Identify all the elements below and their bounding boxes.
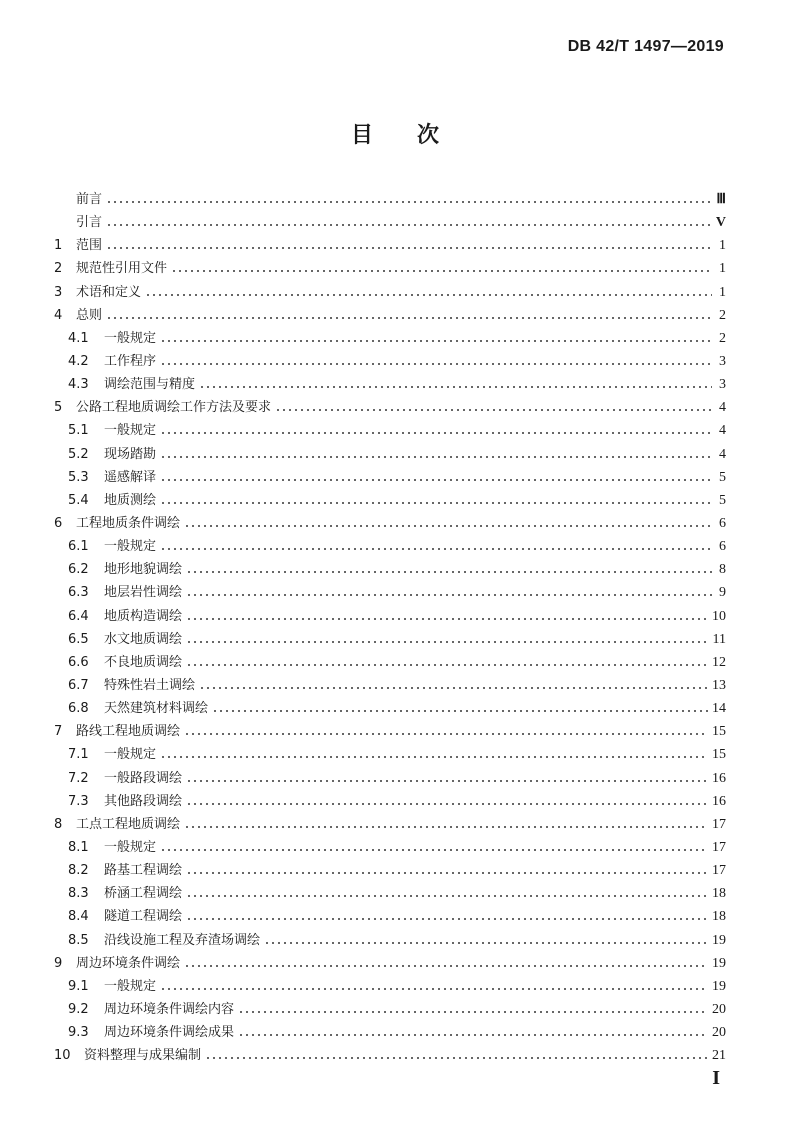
toc-leader-dots: [184, 733, 708, 735]
toc-entry[interactable]: [54, 581, 726, 604]
toc-entry[interactable]: [54, 373, 726, 396]
toc-entry[interactable]: [54, 998, 726, 1021]
toc-entry-label: 一般路段调绘: [104, 770, 183, 786]
toc-leader-dots: [160, 340, 712, 342]
toc-entry-number: 3: [54, 284, 63, 300]
toc-entry[interactable]: [54, 281, 726, 304]
toc-entry-page: 15: [712, 747, 726, 763]
toc-entry-label: 一般规定: [104, 423, 157, 439]
toc-entry-number: 6.3: [68, 585, 89, 601]
toc-entry-page: 12: [712, 654, 726, 670]
toc-entry-number: 6.1: [68, 539, 89, 555]
toc-entry-number: 5.2: [68, 446, 89, 462]
toc-entry-page: 2: [719, 330, 726, 346]
toc-entry[interactable]: [54, 211, 726, 234]
toc-entry-label: 总则: [76, 307, 103, 323]
toc-entry[interactable]: [54, 674, 726, 697]
toc-entry[interactable]: [54, 1044, 726, 1067]
toc-leader-dots: [205, 1057, 708, 1059]
toc-entry[interactable]: [54, 975, 726, 998]
toc-leader-dots: [186, 618, 708, 620]
toc-entry-page: 5: [719, 492, 726, 508]
toc-leader-dots: [199, 386, 712, 388]
toc-entry-number: 6: [54, 516, 63, 532]
toc-entry-label: 工程地质条件调绘: [76, 516, 181, 532]
toc-entry-label: 工作程序: [104, 354, 157, 370]
toc-entry-page: 1: [719, 261, 726, 277]
toc-entry-page: 3: [719, 377, 726, 393]
toc-entry[interactable]: [54, 257, 726, 280]
page-title-char-2: 次: [417, 123, 440, 148]
toc-leader-dots: [186, 571, 712, 573]
toc-entry-number: 8.1: [68, 840, 89, 855]
toc-entry[interactable]: [54, 512, 726, 535]
toc-entry-label: 地形地貌调绘: [104, 562, 183, 578]
toc-entry-page: 4: [719, 423, 726, 439]
toc-entry-number: 4.1: [68, 330, 89, 346]
toc-entry-number: 9: [54, 955, 63, 971]
toc-leader-dots: [184, 965, 708, 967]
toc-entry-label: 调绘范围与精度: [104, 377, 196, 393]
toc-entry-page: 17: [712, 863, 726, 879]
toc-entry-number: 8.4: [68, 909, 89, 925]
toc-entry-page: 15: [712, 724, 726, 740]
toc-leader-dots: [160, 456, 712, 458]
toc-entry-page: 16: [712, 770, 726, 786]
toc-entry-number: 10: [54, 1048, 71, 1064]
toc-entry-number: 6.5: [68, 631, 89, 647]
toc-entry-label: 周边环境条件调绘成果: [104, 1025, 235, 1041]
toc-entry-label: 一般规定: [104, 978, 157, 994]
toc-leader-dots: [160, 548, 712, 550]
toc-leader-dots: [106, 224, 712, 226]
toc-entry-page: 4: [719, 446, 726, 462]
toc-entry[interactable]: [54, 350, 726, 373]
toc-entry-label: 一般规定: [104, 747, 157, 763]
toc-entry-label: 一般规定: [104, 840, 157, 855]
toc-entry-number: 8.3: [68, 886, 89, 902]
toc-entry-label: 隧道工程调绘: [104, 909, 183, 925]
toc-entry[interactable]: [54, 535, 726, 558]
toc-leader-dots: [106, 201, 712, 203]
toc-entry-label: 周边环境条件调绘: [76, 955, 181, 971]
toc-entry[interactable]: [54, 489, 726, 512]
toc-entry-page: 2: [719, 307, 726, 323]
toc-entry-label: 引言: [76, 215, 103, 231]
toc-entry-page: 4: [719, 400, 726, 416]
toc-entry[interactable]: [54, 234, 726, 257]
toc-entry-label: 一般规定: [104, 539, 157, 555]
toc-leader-dots: [264, 942, 708, 944]
toc-entry-number: 8.5: [68, 932, 89, 948]
toc-entry-page: 20: [712, 1025, 726, 1041]
toc-entry-page: 11: [712, 631, 726, 647]
toc-entry[interactable]: [54, 327, 726, 350]
toc-entry-number: 9.2: [68, 1001, 89, 1017]
toc-entry-page: 19: [712, 955, 726, 971]
toc-entry-page: 18: [712, 886, 726, 902]
toc-entry-label: 一般规定: [104, 330, 157, 346]
toc-leader-dots: [106, 247, 712, 249]
toc-leader-dots: [184, 826, 708, 828]
toc-entry-number: 6.6: [68, 654, 89, 670]
toc-leader-dots: [160, 988, 708, 990]
toc-entry-number: 9.1: [68, 978, 89, 994]
toc-entry-label: 术语和定义: [76, 284, 142, 300]
toc-entry-number: 5.3: [68, 469, 89, 485]
toc-entry-page: 6: [719, 516, 726, 532]
toc-leader-dots: [160, 432, 712, 434]
toc-entry-label: 路线工程地质调绘: [76, 724, 181, 740]
toc-leader-dots: [186, 895, 708, 897]
toc-entry-page: 18: [712, 909, 726, 925]
toc-leader-dots: [145, 294, 712, 296]
toc-entry[interactable]: [54, 651, 726, 674]
toc-entry[interactable]: [54, 396, 726, 419]
toc-entry[interactable]: [54, 767, 726, 790]
toc-entry-number: 8.2: [68, 863, 89, 879]
toc-entry[interactable]: [54, 697, 726, 720]
page-number: I: [712, 1067, 720, 1089]
toc-entry-number: 7.2: [68, 770, 89, 786]
toc-leader-dots: [275, 409, 712, 411]
standard-code: DB 42/T 1497—2019: [567, 38, 724, 55]
toc-entry-page: 17: [712, 816, 726, 832]
toc-entry-number: 6.7: [68, 678, 89, 694]
toc-entry[interactable]: [54, 1021, 726, 1044]
toc-entry-page: 16: [712, 793, 726, 809]
toc-entry-number: 5.4: [68, 492, 89, 508]
toc-entry[interactable]: [54, 905, 726, 928]
toc-entry-label: 特殊性岩土调绘: [104, 678, 196, 694]
toc-entry[interactable]: [54, 929, 726, 952]
toc-entry[interactable]: [54, 790, 726, 813]
toc-entry-number: 4: [54, 307, 63, 323]
toc-leader-dots: [106, 317, 712, 319]
toc-entry-page: 21: [712, 1048, 726, 1064]
toc-entry[interactable]: [54, 304, 726, 327]
toc-entry-label: 地层岩性调绘: [104, 585, 183, 601]
toc-entry-label: 现场踏勘: [104, 446, 157, 462]
toc-entry-label: 地质构造调绘: [104, 608, 183, 624]
toc-entry[interactable]: [54, 443, 726, 466]
toc-leader-dots: [186, 664, 708, 666]
toc-entry-page: 8: [719, 562, 726, 578]
toc-entry-label: 资料整理与成果编制: [84, 1048, 202, 1064]
toc-entry-label: 遥感解译: [104, 469, 157, 485]
toc-entry-label: 水文地质调绘: [104, 631, 183, 647]
toc-leader-dots: [160, 849, 708, 851]
toc-entry-number: 5: [54, 400, 63, 416]
toc-entry-page: 5: [719, 469, 726, 485]
toc-entry-label: 地质测绘: [104, 492, 157, 508]
page-title: [0, 118, 790, 149]
toc-entry[interactable]: [54, 419, 726, 442]
toc-entry-page: 13: [712, 678, 726, 694]
toc-entry-page: V: [715, 215, 726, 231]
toc-entry-page: 14: [712, 701, 726, 717]
toc-entry[interactable]: [54, 628, 726, 651]
toc-entry[interactable]: [54, 466, 726, 489]
toc-leader-dots: [186, 780, 708, 782]
toc-entry-number: 6.2: [68, 562, 89, 578]
toc-entry-page: 10: [712, 608, 726, 624]
toc-entry-page: Ⅲ: [716, 192, 726, 208]
toc-entry-label: 周边环境条件调绘内容: [104, 1001, 235, 1017]
toc-leader-dots: [238, 1034, 708, 1036]
toc-leader-dots: [186, 872, 708, 874]
toc-entry-number: 6.4: [68, 608, 89, 624]
toc-entry-number: 7.3: [68, 793, 89, 809]
toc-entry-page: 20: [712, 1001, 726, 1017]
toc-leader-dots: [186, 918, 708, 920]
toc-entry-label: 沿线设施工程及弃渣场调绘: [104, 932, 261, 948]
toc-entry[interactable]: [54, 882, 726, 905]
toc-leader-dots: [212, 710, 708, 712]
toc-entry-page: 9: [719, 585, 726, 601]
toc-entry-label: 路基工程调绘: [104, 863, 183, 879]
toc-entry-label: 桥涵工程调绘: [104, 886, 183, 902]
toc-entry[interactable]: [54, 859, 726, 882]
toc-entry-page: 1: [719, 238, 726, 254]
toc-entry-number: 7: [54, 724, 63, 740]
toc-leader-dots: [171, 270, 712, 272]
toc-entry-number: 6.8: [68, 701, 89, 717]
toc-entry-number: 4.3: [68, 377, 89, 393]
toc-leader-dots: [160, 363, 712, 365]
toc-leader-dots: [186, 641, 709, 643]
toc-entry[interactable]: [54, 813, 726, 836]
toc-entry-label: 公路工程地质调绘工作方法及要求: [76, 400, 272, 416]
toc-leader-dots: [160, 479, 712, 481]
page-title-char-1: 目: [350, 123, 373, 148]
toc-entry-page: 1: [719, 284, 726, 300]
toc-entry-label: 规范性引用文件: [76, 261, 168, 277]
toc-entry[interactable]: [54, 720, 726, 743]
toc-entry-page: 3: [719, 354, 726, 370]
toc-entry-number: 5.1: [68, 423, 89, 439]
toc-entry-page: 19: [712, 932, 726, 948]
toc-leader-dots: [186, 803, 708, 805]
toc-entry-page: 17: [712, 840, 726, 855]
toc-entry-label: 天然建筑材料调绘: [104, 701, 209, 717]
toc-entry-number: 8: [54, 816, 63, 832]
toc-entry[interactable]: [54, 605, 726, 628]
toc-entry-number: 1: [54, 238, 63, 254]
toc-leader-dots: [186, 594, 712, 596]
toc-entry-page: 6: [719, 539, 726, 555]
toc-entry-label: 不良地质调绘: [104, 654, 183, 670]
toc-leader-dots: [160, 502, 712, 504]
toc-entry[interactable]: [54, 558, 726, 581]
toc-leader-dots: [199, 687, 708, 689]
toc-entry-page: 19: [712, 978, 726, 994]
toc-leader-dots: [238, 1011, 708, 1013]
toc-entry-label: 前言: [76, 192, 103, 208]
toc-entry-number: 7.1: [68, 747, 89, 763]
toc-entry[interactable]: [54, 952, 726, 975]
toc-entry-label: 其他路段调绘: [104, 793, 183, 809]
toc-entry-number: 2: [54, 261, 63, 277]
toc-entry[interactable]: [54, 836, 726, 859]
toc-entry-label: 工点工程地质调绘: [76, 816, 181, 832]
toc-entry[interactable]: [54, 188, 726, 211]
table-of-contents: [54, 188, 726, 1067]
toc-entry-number: 9.3: [68, 1025, 89, 1041]
toc-entry-label: 范围: [76, 238, 103, 254]
toc-entry[interactable]: [54, 743, 726, 766]
toc-leader-dots: [184, 525, 712, 527]
toc-leader-dots: [160, 756, 708, 758]
toc-entry-number: 4.2: [68, 354, 89, 370]
